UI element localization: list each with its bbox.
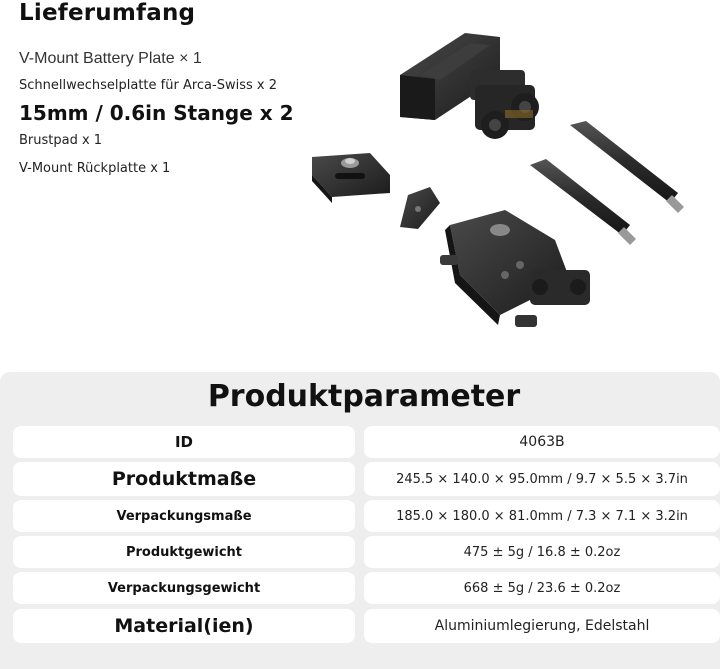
- scope-item-back-plate: V-Mount Rückplatte x 1: [19, 161, 171, 176]
- param-value-material: Aluminiumlegierung, Edelstahl: [364, 609, 720, 643]
- chest-pad-part: [400, 187, 440, 229]
- param-value-package-dimensions: 185.0 × 180.0 × 81.0mm / 7.3 × 7.1 × 3.2in: [364, 500, 720, 532]
- param-label-id: ID: [13, 426, 355, 458]
- scope-heading: Lieferumfang: [19, 0, 196, 26]
- param-label-package-dimensions: Verpackungsmaße: [13, 500, 355, 532]
- param-value-product-dimensions: 245.5 × 140.0 × 95.0mm / 9.7 × 5.5 × 3.7in: [364, 462, 720, 496]
- scope-item-battery-plate: V-Mount Battery Plate × 1: [19, 50, 202, 67]
- params-panel: [0, 372, 720, 669]
- param-value-id: 4063B: [364, 426, 720, 458]
- product-image: [300, 25, 720, 345]
- param-label-package-weight: Verpackungsgewicht: [13, 572, 355, 604]
- rods-part: [530, 121, 684, 245]
- scope-item-chest-pad: Brustpad x 1: [19, 133, 103, 148]
- quick-release-plate-part: [312, 153, 390, 203]
- back-plate-part: [440, 210, 590, 327]
- params-title: Produktparameter: [207, 379, 521, 414]
- param-value-product-weight: 475 ± 5g / 16.8 ± 0.2oz: [364, 536, 720, 568]
- param-value-package-weight: 668 ± 5g / 23.6 ± 0.2oz: [364, 572, 720, 604]
- param-label-product-weight: Produktgewicht: [13, 536, 355, 568]
- battery-plate-part: [400, 33, 539, 139]
- scope-item-quick-release-plate: Schnellwechselplatte für Arca-Swiss x 2: [19, 78, 277, 93]
- scope-item-rods: 15mm / 0.6in Stange x 2: [19, 101, 294, 125]
- param-label-product-dimensions: Produktmaße: [13, 462, 355, 496]
- param-label-material: Material(ien): [13, 609, 355, 643]
